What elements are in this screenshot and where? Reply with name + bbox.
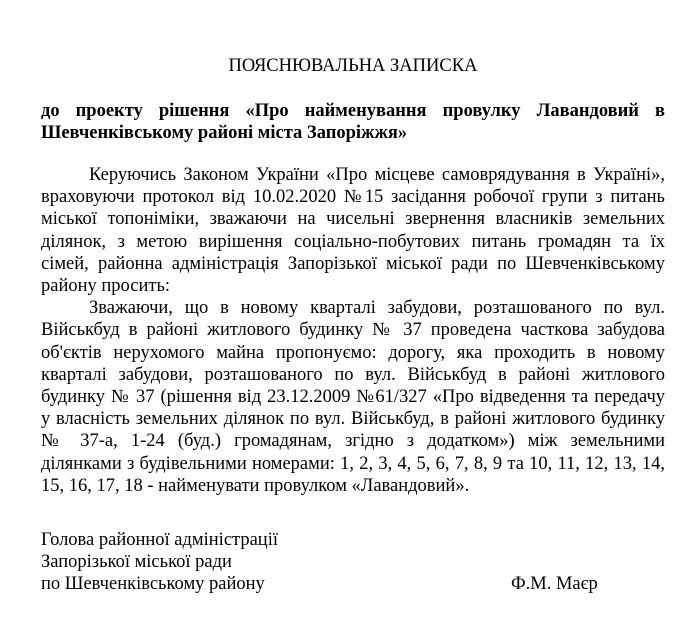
body-line: враховуючи протокол від 10.02.2020 №15 засідання робочої групи з питань xyxy=(41,187,665,208)
document-body xyxy=(41,164,665,497)
body-line: Керуючись Законом України «Про місцеве самоврядування в Україні», xyxy=(89,165,665,185)
signatory-name: Ф.М. Маєр xyxy=(511,574,598,594)
body-line: Зважаючи, що в новому кварталі забудови, розташованого по вул. xyxy=(89,298,665,319)
body-line: ділянками з будівельними номерами: 1, 2, 3, 4, 5, 6, 7, 8, 9 та 10, 11, 12, 13, 14, xyxy=(41,453,665,474)
body-line: об'єктів нерухомого майна пропонуємо: дорогу, яка проходить в новому xyxy=(41,342,665,363)
document-subject xyxy=(41,100,665,144)
body-line: у власність земельних ділянок по вул. Військбуд, в районі житлового будинку xyxy=(41,409,665,430)
body-line: № 37-а, 1-24 (буд.) громадянам, згідно з додатком») між земельними xyxy=(41,431,665,452)
subject-line: до проекту рішення «Про найменування провулку Лавандовий в xyxy=(41,101,665,121)
body-line: міської топоніміки, зважаючи на чисельні звернення власників земельних xyxy=(41,209,665,230)
document-title: ПОЯСНЮВАЛЬНА ЗАПИСКА xyxy=(228,56,478,76)
signature-row xyxy=(41,573,665,595)
signature-position-line: по Шевченківському району xyxy=(41,574,265,594)
body-line: сімей, районна адміністрація Запорізької міської ради по Шевченківському xyxy=(41,253,665,274)
subject-line: Шевченківському районі міста Запоріжжя» xyxy=(41,123,408,143)
signature-block xyxy=(41,529,665,595)
signature-position-line: Запорізької міської ради xyxy=(41,552,232,572)
body-line: району просить: xyxy=(41,276,171,297)
body-line: будинку № 37 (рішення від 23.12.2009 №61/327 «Про відведення та передачу xyxy=(41,387,665,408)
signature-position-line: Голова районної адміністрації xyxy=(41,530,278,550)
body-line: кварталі забудови, розташованого по вул. Військбуд в районі житлового xyxy=(41,364,665,385)
body-line: ділянок, з метою вирішення соціально-побутових питань громадян та їх xyxy=(41,231,665,252)
body-line: Військбуд в районі житлового будинку № 37 проведена часткова забудова xyxy=(41,320,665,341)
body-line: 15, 16, 17, 18 - найменувати провулком «Лавандовий». xyxy=(41,475,470,496)
